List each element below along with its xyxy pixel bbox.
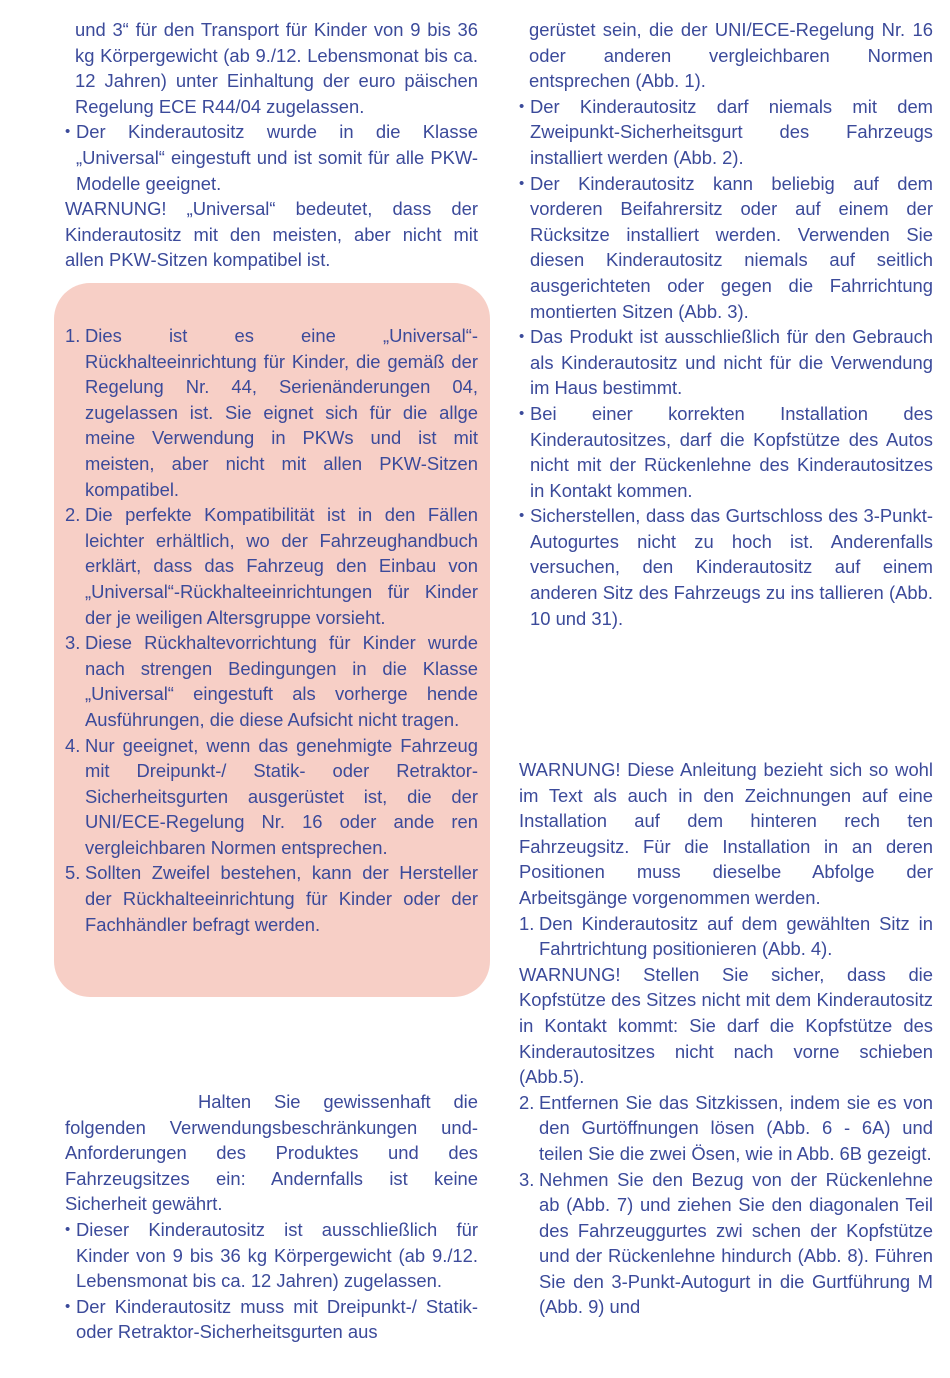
intro-text: Halten Sie gewissenhaft die folgenden Verwendungsbeschränkungen und-Anforderungen des Produktes und des Fahrzeugsitzes ein: Andernfalls ist keine Sicherheit gewährt. xyxy=(65,1091,478,1215)
list-item: 1. Dies ist es eine „Universal“-Rückhalteeinrichtung für Kinder, die gemäß der Regelung Nr. 44, Serienänderungen 04, zugelassen ist. Sie eignet sich für die allge meine Verwendung in PKWs und ist mit meisten, aber nicht mit allen PKW-Sitzen kompatibel. xyxy=(65,325,478,500)
info-box-content xyxy=(65,323,478,937)
right-bottom-section xyxy=(519,757,933,1320)
warning-text: WARNUNG! „Universal“ bedeutet, dass der Kinderautositz mit den meisten, aber nicht mit allen PKW-Sitzen kompatibel ist. xyxy=(65,198,478,271)
list-item: • Das Produkt ist ausschließlich für den Gebrauch als Kinderautositz und nicht für die Verwendung im Haus bestimmt. xyxy=(519,324,933,401)
list-item: 2. Die perfekte Kompatibilität ist in den Fällen leichter erhältlich, wo der Fahrzeughandbuch erklärt, dass das Fahrzeug den Einbau von „Universal“-Rückhalteeinrichtungen für Kinder der je weiligen Altersgruppe vorsieht. xyxy=(65,504,478,628)
list-item: • Sicherstellen, dass das Gurtschloss des 3-Punkt-Autogurtes nicht zu hoch ist. Anderenfalls versuchen, den Kinderautositz auf einem anderen Sitz des Fahrzeugs zu ins tallieren (Abb. 10 und 31). xyxy=(519,503,933,631)
left-top-section xyxy=(65,17,478,273)
list-item: 4. Nur geeignet, wenn das genehmigte Fahrzeug mit Dreipunkt-/ Statik- oder Retraktor-Sicherheitsgurten ausgerüstet ist, die der UNI/ECE-Regelung Nr. 16 oder ande ren vergleichbaren Normen entsprechen. xyxy=(65,734,478,858)
list-item: 2. Entfernen Sie das Sitzkissen, indem sie es von den Gurtöffnungen lösen (Abb. 6 - 6A) und teilen Sie die zwei Ösen, wie in Abb. 6B gezeigt. xyxy=(519,1091,933,1164)
list-item: • Der Kinderautositz kann beliebig auf dem vorderen Beifahrersitz oder auf einem der Rücksitze installiert werden. Verwenden Sie diesen Kinderautositz niemals auf seitlich ausgerichteten oder gegen die Fahrrichtung montierten Sitzen (Abb. 3). xyxy=(519,171,933,325)
list-item: • Der Kinderautositz wurde in die Klasse „Universal“ eingestuft und ist somit für alle PKW-Modelle geeignet. xyxy=(65,119,478,196)
list-item: • Der Kinderautositz muss mit Dreipunkt-/ Statik- oder Retraktor-Sicherheitsgurten aus xyxy=(65,1294,478,1345)
list-item: 5. Sollten Zweifel bestehen, kann der Hersteller der Rückhalteeinrichtung für Kinder oder der Fachhändler befragt werden. xyxy=(65,862,478,935)
list-item: • Bei einer korrekten Installation des Kinderautositzes, darf die Kopfstütze des Autos nicht mit der Rückenlehne des Kinderautositzes in Kontakt kommen. xyxy=(519,401,933,503)
list-item: • Der Kinderautositz darf niemals mit dem Zweipunkt-Sicherheitsgurt des Fahrzeugs installiert werden (Abb. 2). xyxy=(519,94,933,171)
left-bottom-section xyxy=(65,1089,478,1345)
continuation-text: gerüstet sein, die der UNI/ECE-Regelung Nr. 16 oder anderen vergleichbaren Normen entsprechen (Abb. 1). xyxy=(529,19,933,92)
list-item: 1. Den Kinderautositz auf dem gewählten Sitz in Fahrtrichtung positionieren (Abb. 4). xyxy=(519,912,933,960)
list-item: • Dieser Kinderautositz ist ausschließlich für Kinder von 9 bis 36 kg Körpergewicht (ab 9./12. Lebensmonat bis ca. 12 Jahren) zugelassen. xyxy=(65,1217,478,1294)
warning-text: WARNUNG! Stellen Sie sicher, dass die Kopfstütze des Sitzes nicht mit dem Kinderautositz in Kontakt kommt: Sie darf die Kopfstütze des Kinderautositzes nicht nach vorne schieben (Abb.5). xyxy=(519,963,933,1088)
continuation-text: und 3“ für den Transport für Kinder von 9 bis 36 kg Körpergewicht (ab 9./12. Lebensmonat bis ca. 12 Jahren) unter Einhaltung der euro päischen Regelung ECE R44/04 zugelassen. xyxy=(75,19,478,117)
list-item: 3. Diese Rückhaltevorrichtung für Kinder wurde nach strengen Bedingungen in die Klasse „Universal“ eingestuft als vorherge hende Ausführungen, die diese Aufsicht nicht tragen. xyxy=(65,632,478,730)
warning-text: WARNUNG! Diese Anleitung bezieht sich so wohl im Text als auch in den Zeichnungen auf eine Installation auf dem hinteren rech ten Fahrzeugsitz. Für die Installation in an deren Positionen muss dieselbe Abfolge der Arbeitsgänge vorgenommen werden. xyxy=(519,759,933,908)
list-item: 3. Nehmen Sie den Bezug von der Rückenlehne ab (Abb. 7) und ziehen Sie den diagonalen Teil des Fahrzeuggurtes zwi schen der Kopfstütze und der Rückenlehne hindurch (Abb. 8). Führen Sie den 3-Punkt-Autogurt in die Gurtführung M (Abb. 9) und xyxy=(519,1168,933,1318)
right-top-section xyxy=(519,17,933,631)
